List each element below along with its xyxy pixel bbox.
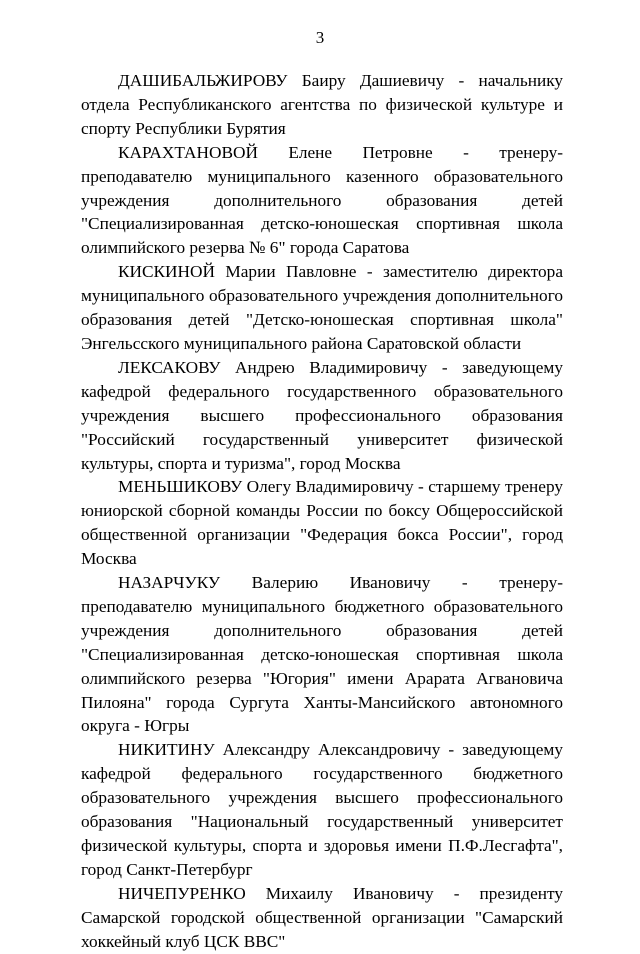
recipient-name: КАРАХТАНОВОЙ Елене Петровне [118, 142, 433, 162]
recipient-name: КИСКИНОЙ Марии Павловне [118, 262, 357, 282]
list-item [81, 356, 563, 476]
list-item [81, 882, 563, 954]
recipient-position: - заведующему кафедрой федерального государственного образовательного учреждения высшего профессионального образования "Российский государственный университет физической культуры, спорта и туризма", город Москва [81, 357, 563, 473]
recipient-position: - заведующему кафедрой федерального государственного бюджетного образовательного учреждения высшего профессионального образования "Национальный государственный университет физической культуры, спорта и здоровья имени П.Ф.Лесгафта", город Санкт-Петербург [81, 740, 563, 879]
recipient-position: - президенту Самарской городской общественной организации "Самарский хоккейный клуб ЦСК ВВС" [81, 883, 563, 951]
recipient-name: МЕНЬШИКОВУ Олегу Владимировичу [118, 477, 414, 497]
recipient-position: - тренеру-преподавателю муниципального казенного образовательного учреждения дополнительного образования детей "Специализированная детско-юношеская спортивная школа олимпийского резерва № 6" города Саратова [81, 142, 563, 258]
list-item [81, 738, 563, 881]
recipient-position: - тренеру-преподавателю муниципального бюджетного образовательного учреждения дополнительного образования детей "Специализированная детско-юношеская спортивная школа олимпийского резерва "Югория" имени Арарата Агвановича Пилояна" города Сургута Ханты-Мансийского автономного округа - Югры [81, 573, 563, 736]
recipient-name: НИЧЕПУРЕНКО Михаилу Ивановичу [118, 883, 434, 903]
list-item [81, 475, 563, 571]
recipient-name: НАЗАРЧУКУ Валерию Ивановичу [118, 573, 431, 593]
recipient-name: НИКИТИНУ Александру Александровичу [118, 740, 441, 760]
recipient-position: - старшему тренеру юниорской сборной команды России по боксу Общероссийской общественной организации "Федерация бокса России", город Москва [81, 477, 563, 569]
list-item [81, 260, 563, 356]
list-item [81, 69, 563, 141]
recipient-position: - заместителю директора муниципального образовательного учреждения дополнительного образования детей "Детско-юношеская спортивная школа" Энгельсского муниципального района Саратовской области [81, 262, 563, 353]
list-item [81, 571, 563, 738]
award-list [81, 69, 563, 954]
recipient-name: ДАШИБАЛЬЖИРОВУ Баиру Дашиевичу [118, 71, 445, 90]
recipient-position: - начальнику отдела Республиканского агентства по физической культуре и спорту Республики Бурятия [81, 71, 563, 138]
page-number: 3 [315, 28, 325, 47]
list-item [81, 141, 563, 261]
recipient-name: ЛЕКСАКОВУ Андрею Владимировичу [118, 357, 428, 377]
